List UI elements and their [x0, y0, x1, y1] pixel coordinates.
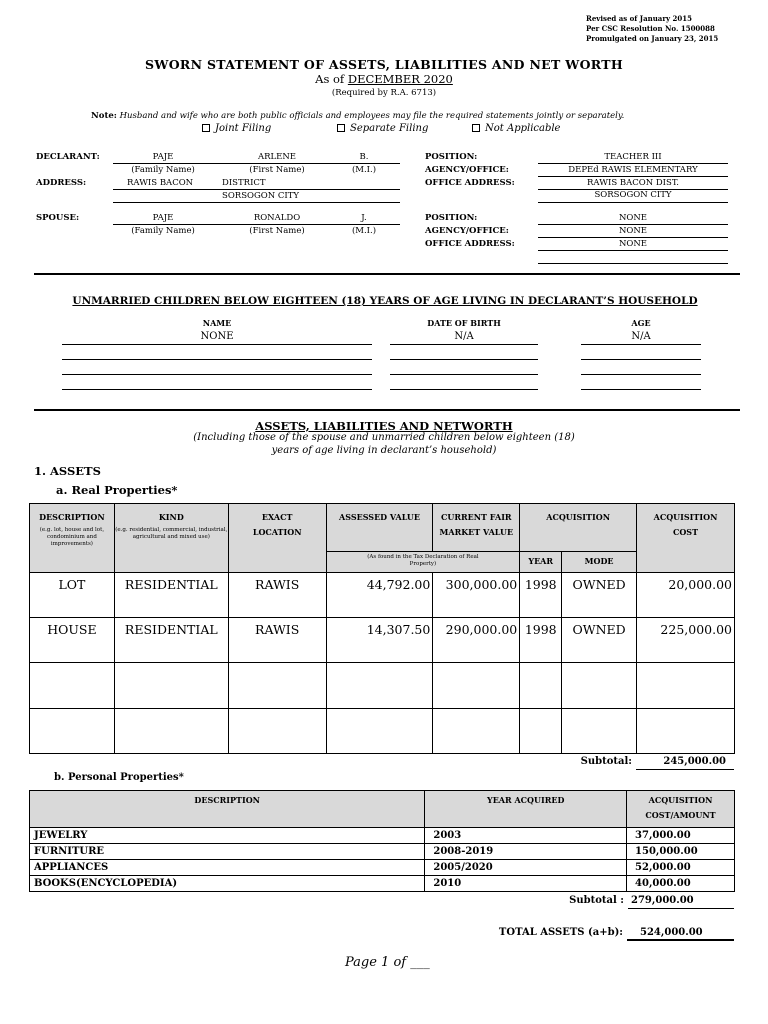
declarant-office-2: SORSOGON CITY — [594, 190, 672, 200]
children-dob-header: DATE OF BIRTH — [427, 318, 501, 328]
separate-filing-label: Separate Filing — [350, 123, 429, 134]
real-header-current: CURRENT FAIR MARKET VALUE — [433, 504, 520, 552]
real-row-1-assessed: 44,792.00 — [326, 573, 433, 618]
personal-row-3-desc: APPLIANCES — [30, 860, 425, 876]
real-row-4 — [30, 709, 735, 754]
real-header-kind-title: KIND — [158, 512, 184, 522]
real-row-4-cost — [637, 709, 735, 754]
real-row-2-current: 290,000.00 — [433, 618, 520, 663]
children-name-header: NAME — [202, 318, 232, 328]
aln-title: ASSETS, LIABILITIES AND NETWORTH — [255, 419, 513, 433]
declarant-office-1: RAWIS BACON DIST. — [587, 178, 679, 188]
real-header-mode: MODE — [562, 552, 637, 573]
personal-properties-table — [29, 790, 735, 892]
personal-subtotal-label: Subtotal : — [569, 895, 624, 906]
declarant-label: DECLARANT: — [36, 152, 100, 162]
real-header-cost: ACQUISITION COST — [637, 504, 735, 573]
real-row-4-assessed — [326, 709, 433, 754]
page-title: SWORN STATEMENT OF ASSETS, LIABILITIES AND NET WORTH — [145, 57, 623, 72]
real-header-acquisition: ACQUISITION — [520, 504, 637, 552]
total-assets-value: 524,000.00 — [640, 927, 703, 938]
revision-line-3: Promulgated on January 23, 2015 — [586, 34, 719, 43]
separate-filing-option[interactable] — [337, 123, 428, 134]
real-row-2-mode: OWNED — [562, 618, 637, 663]
office-address-label: OFFICE ADDRESS: — [425, 178, 515, 188]
not-applicable-option[interactable] — [472, 123, 560, 134]
real-row-2-kind: RESIDENTIAL — [114, 618, 228, 663]
real-header-description-title: DESCRIPTION — [39, 512, 105, 522]
address-line-2: SORSOGON CITY — [222, 191, 300, 201]
personal-row-2-desc: FURNITURE — [30, 844, 425, 860]
total-assets-label: TOTAL ASSETS (a+b): — [498, 927, 623, 938]
personal-properties-heading: b. Personal Properties* — [54, 772, 184, 783]
note — [91, 111, 624, 121]
real-row-1-mode: OWNED — [562, 573, 637, 618]
declarant-mi: B. — [359, 152, 369, 162]
real-row-2 — [30, 618, 735, 663]
real-row-3-desc — [30, 663, 115, 709]
child-name: NONE — [200, 331, 234, 342]
personal-header-description: DESCRIPTION — [30, 791, 425, 828]
real-header-description-sub: (e.g. lot, house and lot, condominium and improvements) — [39, 527, 105, 547]
real-row-3-kind — [114, 663, 228, 709]
spouse-family-name: PAJE — [152, 213, 174, 223]
real-header-location: EXACT LOCATION — [228, 504, 326, 573]
real-header-kind — [114, 504, 228, 573]
spouse-office-label: OFFICE ADDRESS: — [425, 239, 515, 249]
personal-header-cost: ACQUISITION COST/AMOUNT — [627, 791, 735, 828]
spouse-agency: NONE — [618, 226, 648, 236]
children-age-header: AGE — [631, 318, 651, 328]
note-label: Note: — [91, 111, 117, 121]
real-row-4-desc — [30, 709, 115, 754]
personal-row-2 — [30, 844, 735, 860]
spouse-mi-label: (M.I.) — [351, 226, 377, 236]
real-row-3 — [30, 663, 735, 709]
real-row-1-year: 1998 — [520, 573, 562, 618]
declarant-family-name: PAJE — [152, 152, 174, 162]
real-row-2-assessed: 14,307.50 — [326, 618, 433, 663]
personal-row-1 — [30, 828, 735, 844]
real-row-4-kind — [114, 709, 228, 754]
child-age: N/A — [631, 331, 651, 342]
children-title: UNMARRIED CHILDREN BELOW EIGHTEEN (18) YEARS OF AGE LIVING IN DECLARANT’S HOUSEHOLD — [72, 295, 698, 307]
joint-filing-checkbox[interactable] — [202, 124, 210, 132]
real-subtotal-label: Subtotal: — [580, 756, 632, 767]
real-row-2-year: 1998 — [520, 618, 562, 663]
real-row-1-cost: 20,000.00 — [637, 573, 735, 618]
real-header-assessed: ASSESSED VALUE — [326, 504, 433, 552]
personal-row-4 — [30, 876, 735, 892]
personal-subtotal-value: 279,000.00 — [631, 895, 694, 906]
spouse-first-label: (First Name) — [249, 226, 305, 236]
spouse-mi: J. — [361, 213, 367, 223]
real-row-4-location — [228, 709, 326, 754]
real-row-2-desc: HOUSE — [30, 618, 115, 663]
address-line-1a: RAWIS BACON — [127, 178, 194, 188]
as-of-label: As of — [315, 72, 345, 86]
personal-row-2-cost: 150,000.00 — [627, 844, 735, 860]
declarant-first-label: (First Name) — [249, 165, 305, 175]
personal-row-4-cost: 40,000.00 — [627, 876, 735, 892]
declarant-position: TEACHER III — [604, 152, 662, 162]
position-label: POSITION: — [425, 152, 478, 162]
agency-label: AGENCY/OFFICE: — [425, 165, 509, 175]
declarant-agency: DEPEd RAWIS ELEMENTARY — [568, 165, 698, 175]
personal-row-3-year: 2005/2020 — [425, 860, 627, 876]
personal-row-4-desc: BOOKS(ENCYCLOPEDIA) — [30, 876, 425, 892]
not-applicable-label: Not Applicable — [485, 123, 561, 134]
separate-filing-checkbox[interactable] — [337, 124, 345, 132]
spouse-position: NONE — [618, 213, 648, 223]
declarant-mi-label: (M.I.) — [351, 165, 377, 175]
personal-row-2-year: 2008-2019 — [425, 844, 627, 860]
spouse-family-label: (Family Name) — [131, 226, 195, 236]
real-header-year: YEAR — [520, 552, 562, 573]
address-label: ADDRESS: — [36, 178, 87, 188]
real-row-3-mode — [562, 663, 637, 709]
aln-subtitle-1: (Including those of the spouse and unmarried children below eighteen (18) — [193, 432, 575, 443]
real-row-3-current — [433, 663, 520, 709]
declarant-first-name: ARLENE — [257, 152, 297, 162]
real-row-1-location: RAWIS — [228, 573, 326, 618]
spouse-first-name: RONALDO — [253, 213, 301, 223]
real-row-2-location: RAWIS — [228, 618, 326, 663]
real-header-description — [30, 504, 115, 573]
revision-line-2: Per CSC Resolution No. 1500088 — [586, 24, 715, 33]
aln-subtitle-2: years of age living in declarant’s household) — [271, 445, 497, 456]
page-number: Page 1 of ___ — [345, 955, 430, 970]
real-row-1-desc: LOT — [30, 573, 115, 618]
revision-line-1: Revised as of January 2015 — [586, 14, 692, 23]
real-row-1-current: 300,000.00 — [433, 573, 520, 618]
assets-heading: 1. ASSETS — [34, 464, 101, 478]
real-row-3-year — [520, 663, 562, 709]
real-properties-table — [29, 503, 735, 754]
spouse-label: SPOUSE: — [36, 213, 80, 223]
real-row-3-location — [228, 663, 326, 709]
joint-filing-label: Joint Filing — [215, 123, 272, 134]
real-row-4-year — [520, 709, 562, 754]
note-text: Husband and wife who are both public officials and employees may file the required statements jointly or separately. — [119, 111, 625, 121]
real-row-3-assessed — [326, 663, 433, 709]
spouse-position-label: POSITION: — [425, 213, 478, 223]
declarant-family-label: (Family Name) — [131, 165, 195, 175]
real-row-4-current — [433, 709, 520, 754]
address-line-1b: DISTRICT — [222, 178, 266, 188]
personal-row-1-cost: 37,000.00 — [627, 828, 735, 844]
real-properties-heading: a. Real Properties* — [56, 483, 178, 497]
spouse-office: NONE — [618, 239, 648, 249]
real-subtotal-value: 245,000.00 — [663, 756, 726, 767]
spouse-agency-label: AGENCY/OFFICE: — [425, 226, 509, 236]
real-header-kind-sub: (e.g. residential, commercial, industrial, agricultural and mixed use) — [115, 527, 228, 540]
personal-row-1-desc: JEWELRY — [30, 828, 425, 844]
real-row-4-mode — [562, 709, 637, 754]
real-header-value-note: (As found in the Tax Declaration of Real Property) — [326, 552, 520, 573]
real-row-1 — [30, 573, 735, 618]
as-of-date: DECEMBER 2020 — [347, 72, 453, 86]
personal-row-1-year: 2003 — [425, 828, 627, 844]
personal-row-3 — [30, 860, 735, 876]
personal-row-3-cost: 52,000.00 — [627, 860, 735, 876]
real-row-1-kind: RESIDENTIAL — [114, 573, 228, 618]
personal-header-year: YEAR ACQUIRED — [425, 791, 627, 828]
child-dob: N/A — [454, 331, 474, 342]
joint-filing-option[interactable] — [202, 123, 271, 134]
revision-note — [586, 14, 718, 44]
real-row-3-cost — [637, 663, 735, 709]
real-row-2-cost: 225,000.00 — [637, 618, 735, 663]
personal-row-4-year: 2010 — [425, 876, 627, 892]
required-by: (Required by R.A. 6713) — [331, 88, 437, 98]
not-applicable-checkbox[interactable] — [472, 124, 480, 132]
as-of — [0, 72, 768, 86]
